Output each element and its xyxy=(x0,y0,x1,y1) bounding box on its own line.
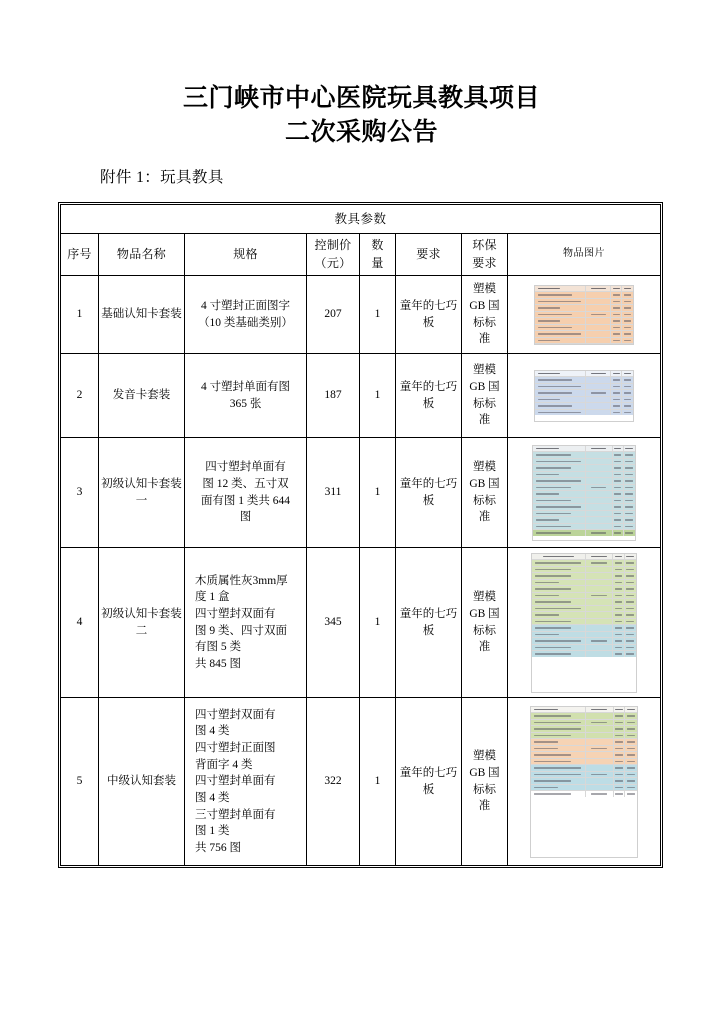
cell-quantity: 1 xyxy=(360,438,396,548)
spec-line: 度 1 盒 xyxy=(195,591,230,604)
cell-index: 3 xyxy=(61,438,99,548)
cell-name: 初级认知卡套装一 xyxy=(99,438,185,548)
cell-spec xyxy=(185,698,307,866)
cell-spec xyxy=(185,276,307,354)
eco-line: GB 国 xyxy=(469,380,500,393)
eco-line: GB 国 xyxy=(469,299,500,312)
spec-line: 365 张 xyxy=(229,397,262,410)
cell-image xyxy=(508,276,661,354)
cell-index: 1 xyxy=(61,276,99,354)
spec-line: 图 4 类 xyxy=(195,791,230,804)
title-line-2: 二次采购公告 xyxy=(284,118,438,146)
spec-line: 四寸塑封单面有 xyxy=(205,461,286,474)
spec-line: 木质属性灰3mm厚 xyxy=(195,574,288,587)
header-quantity-line-2: 量 xyxy=(371,255,384,270)
cell-requirement: 童年的七巧板 xyxy=(396,548,462,698)
spec-line: 共 756 图 xyxy=(195,841,241,854)
table-header-row xyxy=(61,234,661,276)
header-image: 物品图片 xyxy=(508,234,661,276)
cell-price: 345 xyxy=(307,548,360,698)
spec-line: 面有图 1 类共 644 xyxy=(200,494,291,507)
cell-eco-requirement xyxy=(462,354,508,438)
table-row xyxy=(61,548,661,698)
cell-spec xyxy=(185,438,307,548)
eco-line: 标标 xyxy=(473,783,496,796)
eco-line: 准 xyxy=(478,333,491,346)
spec-line: 四寸塑封双面有 xyxy=(195,607,276,620)
header-requirement: 要求 xyxy=(396,234,462,276)
cell-image xyxy=(508,698,661,866)
eco-line: GB 国 xyxy=(469,477,500,490)
eco-line: 标标 xyxy=(473,316,496,329)
eco-line: 准 xyxy=(478,641,491,654)
cell-price: 322 xyxy=(307,698,360,866)
eco-line: 准 xyxy=(478,800,491,813)
cell-index: 5 xyxy=(61,698,99,866)
eco-line: 塑模 xyxy=(473,591,496,604)
spec-line: （10 类基础类别） xyxy=(198,316,293,329)
cell-price: 207 xyxy=(307,276,360,354)
eco-line: 塑模 xyxy=(473,364,496,377)
eco-line: 准 xyxy=(478,511,491,524)
eco-line: 塑模 xyxy=(473,283,496,296)
cell-eco-requirement xyxy=(462,698,508,866)
params-table-wrapper xyxy=(60,204,660,866)
title-line-1: 三门峡市中心医院玩具教具项目 xyxy=(182,85,540,112)
cell-requirement: 童年的七巧板 xyxy=(396,438,462,548)
header-quantity xyxy=(360,234,396,276)
cell-spec xyxy=(185,548,307,698)
spec-line: 图 9 类、四寸双面 xyxy=(195,624,287,637)
cell-image xyxy=(508,354,661,438)
product-thumbnail xyxy=(534,285,634,345)
spec-line: 四寸塑封正面图 xyxy=(195,741,276,754)
product-thumbnail xyxy=(531,553,637,693)
eco-line: GB 国 xyxy=(469,766,500,779)
spec-line: 图 12 类、五寸双 xyxy=(202,477,289,490)
cell-eco-requirement xyxy=(462,276,508,354)
spec-line: 四寸塑封双面有 xyxy=(195,708,276,721)
spec-line: 图 1 类 xyxy=(195,825,230,838)
header-eco-line-1: 环保 xyxy=(472,238,497,253)
eco-line: 塑模 xyxy=(473,750,496,763)
table-body xyxy=(61,276,661,866)
eco-line: 准 xyxy=(478,414,491,427)
cell-image xyxy=(508,438,661,548)
cell-eco-requirement xyxy=(462,548,508,698)
header-quantity-line-1: 数 xyxy=(371,238,384,253)
cell-requirement: 童年的七巧板 xyxy=(396,354,462,438)
spec-line: 图 4 类 xyxy=(195,725,230,738)
table-row xyxy=(61,438,661,548)
cell-quantity: 1 xyxy=(360,548,396,698)
cell-price: 311 xyxy=(307,438,360,548)
table-row xyxy=(61,698,661,866)
spec-line: 图 xyxy=(239,511,252,524)
teaching-aid-params-table xyxy=(60,204,661,866)
eco-line: 标标 xyxy=(473,397,496,410)
product-thumbnail xyxy=(532,445,636,541)
header-index: 序号 xyxy=(61,234,99,276)
cell-image xyxy=(508,548,661,698)
cell-eco-requirement xyxy=(462,438,508,548)
cell-requirement: 童年的七巧板 xyxy=(396,276,462,354)
header-price-line-2: （元） xyxy=(314,255,352,270)
table-head xyxy=(61,205,661,276)
spec-line: 4 寸塑封正面图字 xyxy=(200,299,291,312)
header-name: 物品名称 xyxy=(99,234,185,276)
cell-spec xyxy=(185,354,307,438)
header-eco-requirement xyxy=(462,234,508,276)
cell-name: 初级认知卡套装二 xyxy=(99,548,185,698)
product-thumbnail xyxy=(530,706,638,858)
cell-price: 187 xyxy=(307,354,360,438)
header-eco-line-2: 要求 xyxy=(472,255,497,270)
cell-quantity: 1 xyxy=(360,276,396,354)
spec-line: 有图 5 类 xyxy=(195,641,241,654)
cell-quantity: 1 xyxy=(360,354,396,438)
attachment-label: 附件 1：玩具教具 xyxy=(100,169,224,186)
cell-index: 4 xyxy=(61,548,99,698)
eco-line: 标标 xyxy=(473,494,496,507)
spec-line: 4 寸塑封单面有图 xyxy=(200,380,291,393)
page-title xyxy=(0,0,723,149)
eco-line: 标标 xyxy=(473,624,496,637)
eco-line: 塑模 xyxy=(473,461,496,474)
spec-line: 四寸塑封单面有 xyxy=(195,775,276,788)
cell-index: 2 xyxy=(61,354,99,438)
header-price xyxy=(307,234,360,276)
spec-line: 背面字 4 类 xyxy=(195,758,253,771)
table-caption-row xyxy=(61,205,661,234)
cell-name: 基础认知卡套装 xyxy=(99,276,185,354)
table-caption: 教具参数 xyxy=(61,205,661,234)
table-row xyxy=(61,276,661,354)
cell-name: 发音卡套装 xyxy=(99,354,185,438)
cell-name: 中级认知套装 xyxy=(99,698,185,866)
eco-line: GB 国 xyxy=(469,607,500,620)
spec-line: 共 845 图 xyxy=(195,657,241,670)
spec-line: 三寸塑封单面有 xyxy=(195,808,276,821)
product-thumbnail xyxy=(534,370,634,422)
cell-requirement: 童年的七巧板 xyxy=(396,698,462,866)
cell-quantity: 1 xyxy=(360,698,396,866)
header-spec: 规格 xyxy=(185,234,307,276)
table-row xyxy=(61,354,661,438)
header-price-line-1: 控制价 xyxy=(314,238,352,253)
